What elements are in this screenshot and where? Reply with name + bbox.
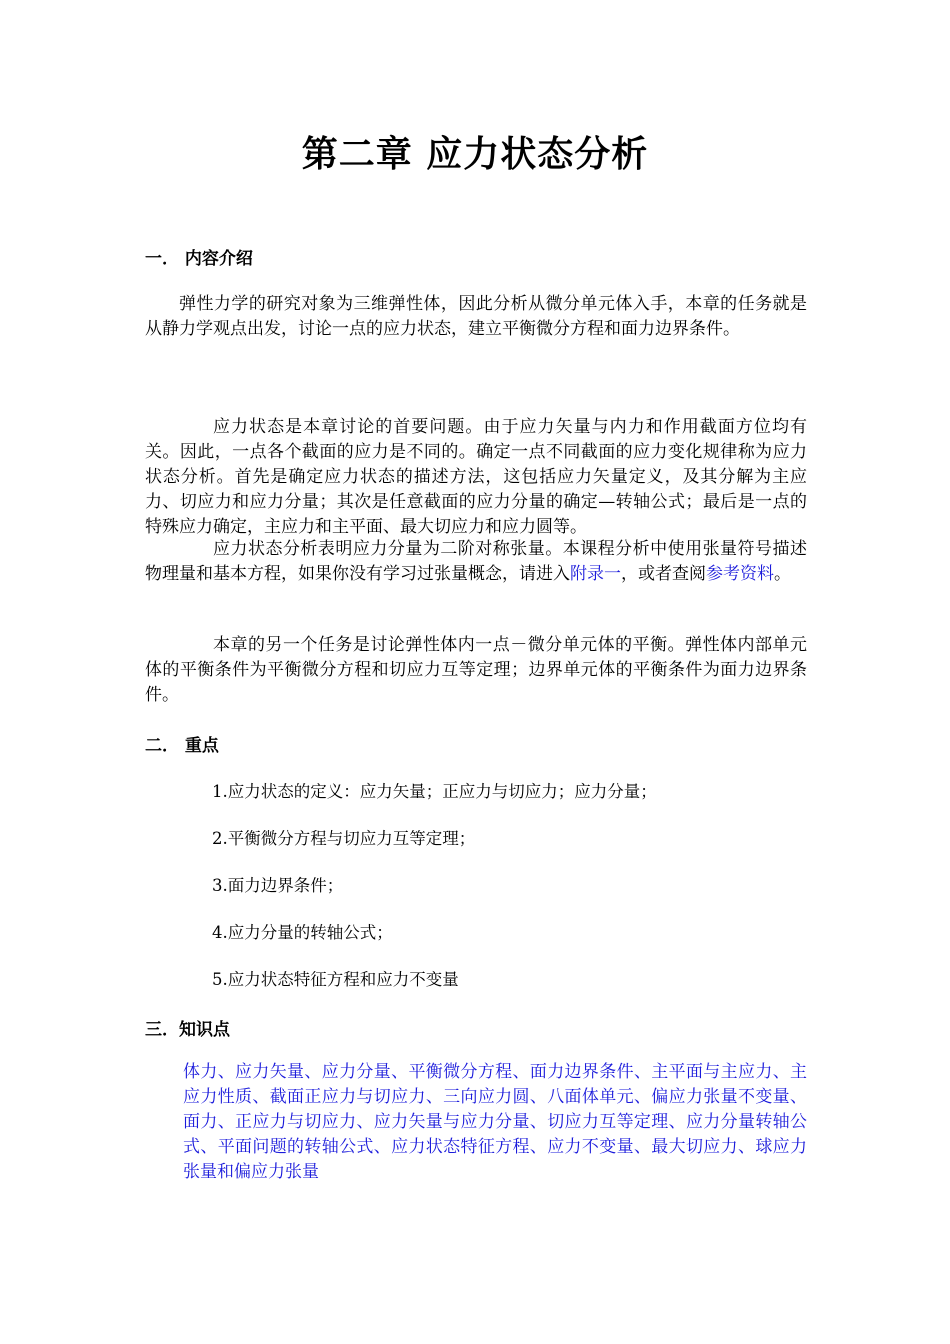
section-heading-knowledge-points: 三．知识点 bbox=[145, 1020, 230, 1040]
intro-paragraph-1: 弹性力学的研究对象为三维弹性体，因此分析从微分单元体入手，本章的任务就是从静力学观点出发，讨论一点的应力状态，建立平衡微分方程和面力边界条件。 bbox=[145, 294, 807, 339]
knowledge-point-separator: 、 bbox=[668, 1112, 686, 1132]
knowledge-point-link[interactable]: 体力 bbox=[183, 1062, 218, 1082]
knowledge-point-separator: 、 bbox=[217, 1062, 236, 1082]
knowledge-point-link[interactable]: 主应力性质 bbox=[183, 1062, 808, 1107]
knowledge-point-link[interactable]: 最大切应力 bbox=[651, 1137, 738, 1157]
section-heading-key-points: 二． 重点 bbox=[145, 736, 219, 756]
knowledge-point-link[interactable]: 面力 bbox=[183, 1112, 218, 1132]
knowledge-point-separator: 、 bbox=[391, 1062, 409, 1082]
knowledge-point-link[interactable]: 应力矢量 bbox=[235, 1062, 305, 1082]
knowledge-point-link[interactable]: 应力不变量 bbox=[547, 1137, 634, 1157]
knowledge-point-link[interactable]: 应力状态特征方程 bbox=[391, 1137, 530, 1157]
knowledge-point-separator: 、 bbox=[304, 1062, 322, 1082]
knowledge-point-separator: 、 bbox=[738, 1137, 756, 1157]
knowledge-point-separator: 、 bbox=[425, 1087, 444, 1107]
intro-paragraph-3-text-a: 应力状态分析表明应力分量为二阶对称张量。本课程分析中使用张量符号描述物理量和基本方程，如果你没有学习过张量概念，请进入 bbox=[145, 539, 807, 584]
knowledge-point-separator: 、 bbox=[200, 1137, 218, 1157]
knowledge-point-link[interactable]: 八面体单元 bbox=[547, 1087, 634, 1107]
knowledge-points-list bbox=[183, 1060, 807, 1185]
intro-paragraph-4: 本章的另一个任务是讨论弹性体内一点－微分单元体的平衡。弹性体内部单元体的平衡条件为平衡微分方程和切应力互等定理；边界单元体的平衡条件为面力边界条件。 bbox=[145, 635, 807, 705]
knowledge-point-separator: 、 bbox=[356, 1112, 374, 1132]
knowledge-point-link[interactable]: 偏应力张量不变量 bbox=[651, 1087, 791, 1107]
knowledge-point-link[interactable]: 切应力互等定理 bbox=[547, 1112, 669, 1132]
key-point-item: 4.应力分量的转轴公式； bbox=[212, 923, 393, 942]
knowledge-point-separator: 、 bbox=[529, 1137, 548, 1157]
knowledge-point-separator: 、 bbox=[790, 1087, 808, 1107]
knowledge-point-link[interactable]: 平面问题的转轴公式 bbox=[217, 1137, 374, 1157]
appendix-one-link[interactable]: 附录一 bbox=[570, 564, 621, 584]
knowledge-point-separator: 、 bbox=[633, 1087, 652, 1107]
knowledge-point-link[interactable]: 球应力张量和偏应力张量 bbox=[183, 1137, 808, 1182]
key-point-item: 3.面力边界条件； bbox=[212, 876, 344, 895]
knowledge-point-link[interactable]: 应力分量 bbox=[321, 1062, 392, 1082]
intro-paragraph-2: 应力状态是本章讨论的首要问题。由于应力矢量与内力和作用截面方位均有关。因此，一点各个截面的应力是不同的。确定一点不同截面的应力变化规律称为应力状态分析。首先是确定应力状态的描述方法，这包括应力矢量定义，及其分解为主应力、切应力和应力分量；其次是任意截面的应力分量的确定—转轴公式；最后是一点的特殊应力确定，主应力和主平面、最大切应力和应力圆等。 bbox=[145, 417, 807, 537]
knowledge-point-link[interactable]: 正应力与切应力 bbox=[235, 1112, 357, 1132]
knowledge-point-separator: 、 bbox=[252, 1087, 270, 1107]
knowledge-point-separator: 、 bbox=[529, 1112, 548, 1132]
knowledge-point-link[interactable]: 三向应力圆 bbox=[443, 1087, 530, 1107]
knowledge-point-separator: 、 bbox=[512, 1062, 530, 1082]
key-point-item: 2.平衡微分方程与切应力互等定理； bbox=[212, 829, 476, 848]
page-title: 第二章 应力状态分析 bbox=[301, 134, 649, 175]
section-heading-intro: 一． 内容介绍 bbox=[145, 249, 253, 269]
knowledge-point-link[interactable]: 应力矢量与应力分量 bbox=[373, 1112, 530, 1132]
knowledge-point-separator: 、 bbox=[772, 1062, 791, 1082]
knowledge-point-link[interactable]: 面力边界条件 bbox=[529, 1062, 634, 1082]
knowledge-point-link[interactable]: 主平面与主应力 bbox=[651, 1062, 773, 1082]
key-point-item: 1.应力状态的定义：应力矢量；正应力与切应力；应力分量； bbox=[212, 782, 657, 801]
knowledge-point-separator: 、 bbox=[217, 1112, 236, 1132]
intro-paragraph-3 bbox=[145, 537, 807, 587]
intro-paragraph-3-text-c: 。 bbox=[774, 564, 791, 584]
knowledge-point-link[interactable]: 截面正应力与切应力 bbox=[269, 1087, 426, 1107]
knowledge-point-separator: 、 bbox=[633, 1062, 652, 1082]
knowledge-point-link[interactable]: 平衡微分方程 bbox=[408, 1062, 513, 1082]
references-link[interactable]: 参考资料 bbox=[706, 564, 774, 584]
key-point-item: 5.应力状态特征方程和应力不变量 bbox=[212, 970, 459, 989]
knowledge-point-separator: 、 bbox=[633, 1137, 652, 1157]
knowledge-point-link[interactable]: 应力分量转轴公式 bbox=[183, 1112, 808, 1157]
knowledge-point-separator: 、 bbox=[373, 1137, 392, 1157]
intro-paragraph-3-text-b: ，或者查阅 bbox=[621, 564, 706, 584]
knowledge-point-separator: 、 bbox=[529, 1087, 548, 1107]
